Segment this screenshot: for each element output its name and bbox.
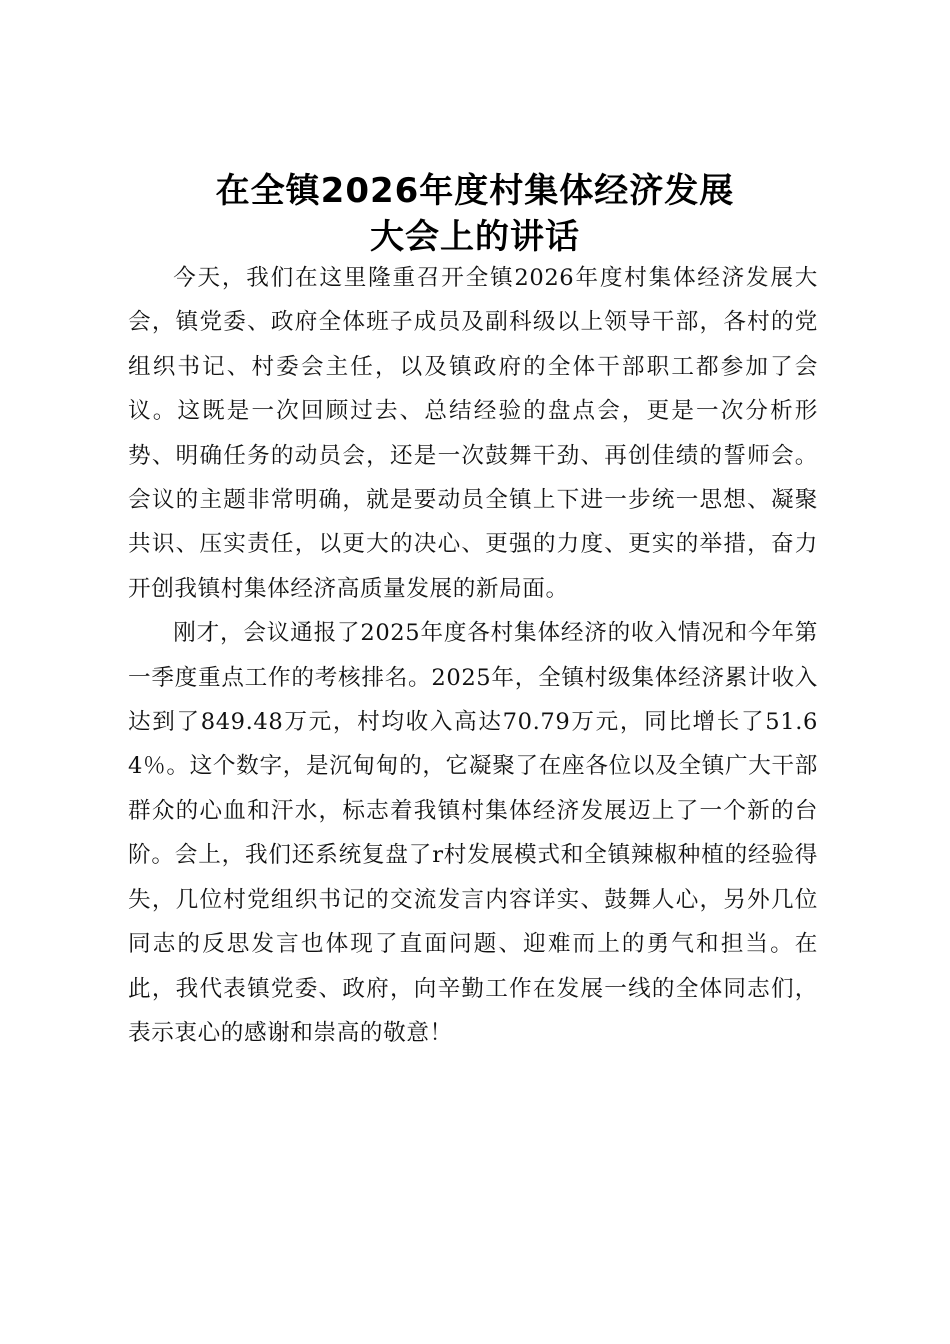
paragraph-2: 刚才，会议通报了2025年度各村集体经济的收入情况和今年第一季度重点工作的考核排名。2025年，全镇村级集体经济累计收入达到了849.48万元，村均收入高达70.79万元，同比增长了51.64％。这个数字，是沉甸甸的，它凝聚了在座各位以及全镇广大干部群众的心血和汗水，标志着我镇村集体经济发展迈上了一个新的台阶。会上，我们还系统复盘了r村发展模式和全镇辣椒种植的经验得失，几位村党组织书记的交流发言内容详实、鼓舞人心，另外几位同志的反思发言也体现了直面问题、迎难而上的勇气和担当。在此，我代表镇党委、政府，向辛勤工作在发展一线的全体同志们，表示衷心的感谢和崇高的敬意！ (128, 620, 818, 1046)
document-title (0, 168, 950, 260)
paragraph-1: 今天，我们在这里隆重召开全镇2026年度村集体经济发展大会，镇党委、政府全体班子成员及副科级以上领导干部，各村的党组织书记、村委会主任，以及镇政府的全体干部职工都参加了会议。这既是一次回顾过去、总结经验的盘点会，更是一次分析形势、明确任务的动员会，还是一次鼓舞干劲、再创佳绩的誓师会。会议的主题非常明确，就是要动员全镇上下进一步统一思想、凝聚共识、压实责任，以更大的决心、更强的力度、更实的举措，奋力开创我镇村集体经济高质量发展的新局面。 (128, 265, 818, 602)
title-line-2: 大会上的讲话 (370, 217, 580, 257)
document-body (128, 256, 818, 1055)
title-line-1: 在全镇2026年度村集体经济发展 (215, 171, 735, 211)
